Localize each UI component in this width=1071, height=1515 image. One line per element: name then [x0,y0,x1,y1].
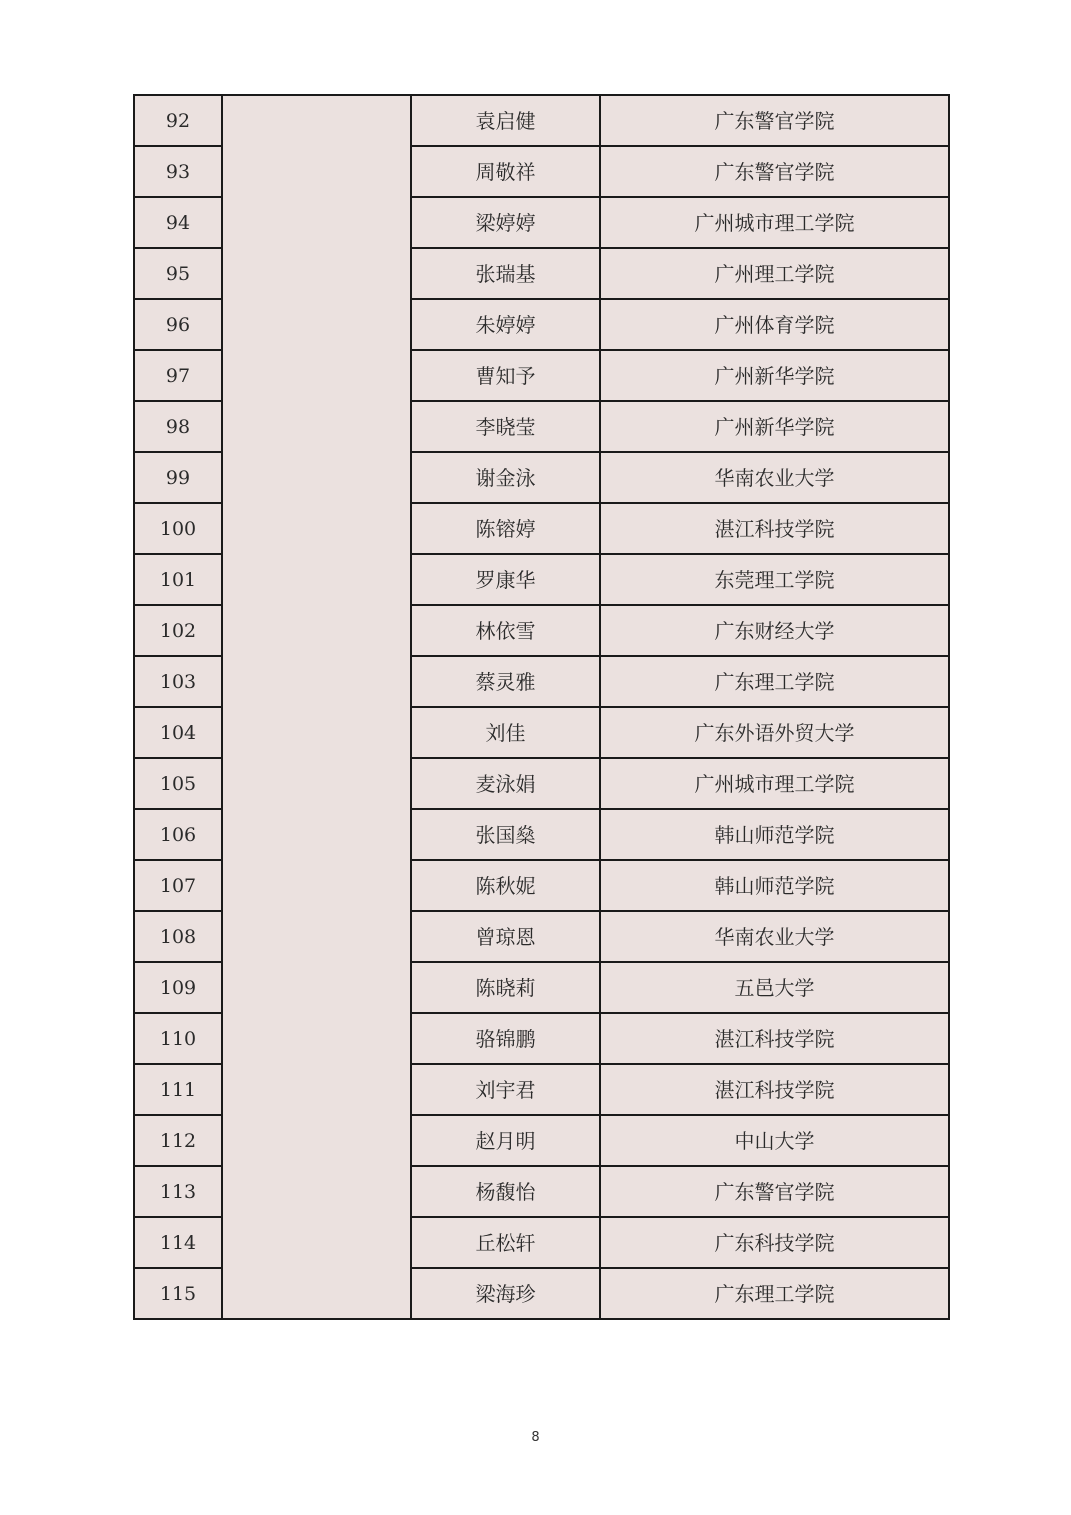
name-cell: 李晓莹 [411,401,600,452]
name-cell: 曾琼恩 [411,911,600,962]
school-cell: 广东外语外贸大学 [600,707,949,758]
row-number-cell: 104 [134,707,222,758]
row-number-cell: 100 [134,503,222,554]
row-number-cell: 97 [134,350,222,401]
name-cell: 刘佳 [411,707,600,758]
school-cell: 湛江科技学院 [600,503,949,554]
table-row [134,95,949,146]
name-cell: 张瑞基 [411,248,600,299]
name-cell: 梁婷婷 [411,197,600,248]
name-cell: 蔡灵雅 [411,656,600,707]
school-cell: 韩山师范学院 [600,809,949,860]
school-cell: 广东警官学院 [600,146,949,197]
row-number-cell: 92 [134,95,222,146]
name-cell: 杨馥怡 [411,1166,600,1217]
row-number-cell: 96 [134,299,222,350]
row-number-cell: 103 [134,656,222,707]
school-cell: 中山大学 [600,1115,949,1166]
name-cell: 麦泳娟 [411,758,600,809]
roster-table-body [134,95,949,1319]
name-cell: 陈晓莉 [411,962,600,1013]
school-cell: 广东警官学院 [600,1166,949,1217]
row-number-cell: 108 [134,911,222,962]
name-cell: 谢金泳 [411,452,600,503]
school-cell: 广东理工学院 [600,1268,949,1319]
row-number-cell: 112 [134,1115,222,1166]
name-cell: 刘宇君 [411,1064,600,1115]
school-cell: 广州新华学院 [600,350,949,401]
name-cell: 陈秋妮 [411,860,600,911]
row-number-cell: 110 [134,1013,222,1064]
school-cell: 广州城市理工学院 [600,758,949,809]
school-cell: 广州理工学院 [600,248,949,299]
school-cell: 东莞理工学院 [600,554,949,605]
page-number: 8 [531,1430,540,1445]
name-cell: 骆锦鹏 [411,1013,600,1064]
row-number-cell: 114 [134,1217,222,1268]
school-cell: 华南农业大学 [600,911,949,962]
row-number-cell: 93 [134,146,222,197]
name-cell: 陈镕婷 [411,503,600,554]
name-cell: 梁海珍 [411,1268,600,1319]
school-cell: 广州体育学院 [600,299,949,350]
row-number-cell: 99 [134,452,222,503]
row-number-cell: 94 [134,197,222,248]
name-cell: 周敬祥 [411,146,600,197]
row-number-cell: 113 [134,1166,222,1217]
school-cell: 广州城市理工学院 [600,197,949,248]
name-cell: 赵月明 [411,1115,600,1166]
row-number-cell: 95 [134,248,222,299]
school-cell: 华南农业大学 [600,452,949,503]
row-number-cell: 115 [134,1268,222,1319]
name-cell: 朱婷婷 [411,299,600,350]
school-cell: 广州新华学院 [600,401,949,452]
roster-table [133,94,950,1320]
school-cell: 五邑大学 [600,962,949,1013]
row-number-cell: 101 [134,554,222,605]
school-cell: 广东财经大学 [600,605,949,656]
school-cell: 广东警官学院 [600,95,949,146]
school-cell: 湛江科技学院 [600,1064,949,1115]
name-cell: 罗康华 [411,554,600,605]
school-cell: 广东科技学院 [600,1217,949,1268]
row-number-cell: 98 [134,401,222,452]
name-cell: 丘松轩 [411,1217,600,1268]
name-cell: 张国燊 [411,809,600,860]
row-number-cell: 105 [134,758,222,809]
row-number-cell: 106 [134,809,222,860]
school-cell: 广东理工学院 [600,656,949,707]
school-cell: 韩山师范学院 [600,860,949,911]
row-number-cell: 102 [134,605,222,656]
name-cell: 曹知予 [411,350,600,401]
row-number-cell: 107 [134,860,222,911]
name-cell: 袁启健 [411,95,600,146]
name-cell: 林依雪 [411,605,600,656]
row-number-cell: 111 [134,1064,222,1115]
row-number-cell: 109 [134,962,222,1013]
merged-category-cell [222,95,411,1319]
school-cell: 湛江科技学院 [600,1013,949,1064]
